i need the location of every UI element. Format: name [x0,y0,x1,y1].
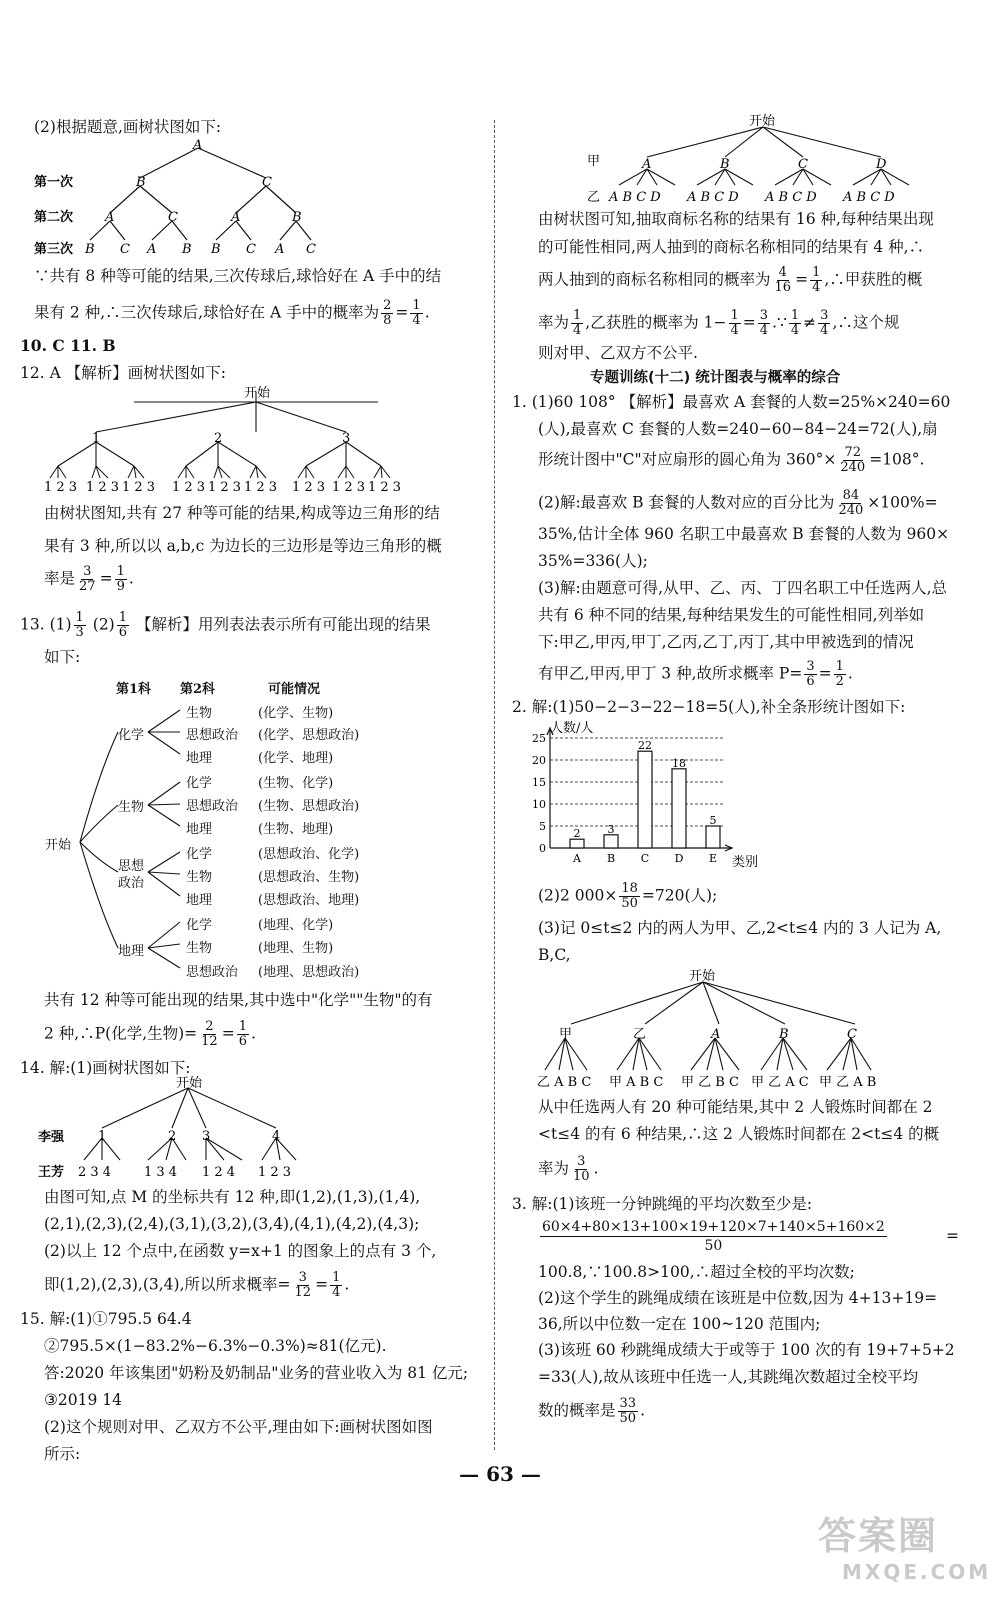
chart-ytick-label: 10 [532,798,546,811]
tree12-leaf: 1 2 3 [292,480,326,495]
p2-text: (3)记 0≤t≤2 内的两人为甲、乙,2<t≤4 内的 3 人记为 A, [538,919,942,937]
fraction: $\frac{33}{50}$ [619,1396,637,1426]
tree14-node: 4 [272,1129,281,1144]
treep2-node: 乙 [633,1027,647,1042]
chart-ytick-label: 5 [539,820,546,833]
table13-second: 地理 [186,751,213,766]
table13-first: 化学 [118,728,145,743]
q15-right-text: 两人抽到的商标名称相同的概率为 $\frac{4}{16}$ = $\frac{1}{4}$ ,∴甲获胜的概 [538,265,923,295]
tree9-level-label: 第二次 [34,210,74,225]
table13-second: 地理 [186,893,213,908]
q14-heading: 14. 解:(1)画树状图如下: [20,1059,191,1077]
p1-text: 共有 6 种不同的结果,每种结果发生的可能性相同,列举如 [538,606,925,624]
p3-text: 数的概率是 $\frac{33}{50}$ . [538,1396,645,1426]
table13-second: 思想政治 [186,965,239,980]
fraction: $\frac{1}{3}$ [75,610,84,640]
p3-text: 100.8,∵100.8>100,∴超过全校的平均次数; [538,1263,855,1281]
fraction: $\frac{2}{8}$ [383,298,392,328]
tree15-node: A [642,157,652,172]
chart-category-label: C [640,852,650,865]
tree-diagram-q12 [36,384,456,496]
p1-text: 35%=336(人); [538,552,648,570]
fraction: $\frac{2}{12}$ [201,1019,218,1049]
fraction: $\frac{1}{4}$ [730,308,739,338]
tree12-leaf: 1 2 3 [122,480,156,495]
fraction: $\frac{1}{4}$ [573,308,582,338]
q14-text: (2)以上 12 个点中,在函数 y=x+1 的图象上的点有 3 个, [44,1242,437,1260]
p1-text: 形统计图中"C"对应扇形的圆心角为 360°× $\frac{72}{240}$ =108°. [538,445,925,475]
table13-second: 生物 [186,706,213,721]
chart-ytick-label: 20 [532,754,546,767]
page-number: — 63 — [459,1462,541,1486]
q15-right-text: 由树状图可知,抽取商标名称的结果有 16 种,每种结果出现 [538,210,934,228]
fraction: $\frac{1}{6}$ [118,610,128,640]
tree14-leaf: 1 2 3 [258,1165,292,1180]
tree9-leaf: C [306,242,316,257]
fraction: $\frac{1}{4}$ [412,298,421,328]
q15-text: 所示: [44,1445,81,1463]
tree12-leaf: 1 2 3 [86,480,120,495]
fraction: $\frac{1}{2}$ [835,659,844,689]
chart-ytick-label: 25 [532,732,546,745]
treep2-leaf: 甲 乙 A C [751,1075,809,1090]
tree-diagram-p2 [535,966,895,1092]
table13-case: (思想政治、化学) [258,847,360,862]
tree9-level-label: 第一次 [34,175,74,190]
q15-text: (2)这个规则对甲、乙双方不公平,理由如下:画树状图如图 [44,1418,433,1436]
q13-text: 2 种,∴P(化学,生物)= $\frac{2}{12}$ = $\frac{1}{6}$ . [44,1019,256,1049]
fraction: $\frac{1}{4}$ [812,265,821,295]
treep2-leaf: 甲 乙 B C [681,1075,739,1090]
tree14-root: 开始 [176,1076,203,1091]
p3-text: (2)这个学生的跳绳成绩在该班是中位数,因为 4+13+19= [538,1289,938,1307]
fraction: $\frac{60\times 4+80\times 13+100\times 19+120\times 7+140\times 5+160\times 2}{50}$ [542,1219,885,1254]
tree14-leaf: 2 3 4 [78,1165,112,1180]
treep2-node: B [779,1027,789,1042]
table13-header: 第1科 [116,682,152,697]
tree15-leaf: A B C D [765,190,817,205]
tree15-row-label: 乙 [587,190,601,205]
chart-xlabel: 类别 [732,855,759,870]
tree12-leaf: 1 2 3 [172,480,206,495]
fraction: $\frac{3}{12}$ [294,1270,312,1300]
tree9-leaf: A [147,242,157,257]
p1-text: 下:甲乙,甲丙,甲丁,乙丙,乙丁,丙丁,其中甲被选到的情况 [538,633,914,651]
table13-header: 第2科 [180,682,216,697]
q9-text: 果有 2 种,∴三次传球后,球恰好在 A 手中的概率为 $\frac{2}{8}$ = $\frac{1}{4}$ . [34,298,430,328]
treep2-leaf: 甲 乙 A B [819,1075,877,1090]
tree15-leaf: A B C D [843,190,895,205]
table13-case: (地理、思想政治) [258,965,360,980]
chart-data-label: 22 [638,739,652,753]
table13-case: (化学、生物) [258,706,334,721]
tree14-node: 3 [202,1129,211,1144]
chart-bar [604,835,618,848]
chart-data-label: 18 [672,756,686,770]
treep2-leaf: 甲 A B C [609,1075,664,1090]
chart-bar [570,839,584,848]
q10-11-answers: 10. C 11. B [20,336,116,355]
tree14-leaf: 1 3 4 [144,1165,178,1180]
tree15-node: B [720,157,730,172]
tree9-node: B [292,210,302,225]
chart-ytick-label: 15 [532,776,546,789]
table13-first: 思想政治 [118,859,145,891]
treep2-node: 甲 [559,1027,573,1042]
fraction: $\frac{3}{27}$ [79,564,96,594]
tree15-root: 开始 [749,114,776,129]
table13-first: 生物 [118,800,145,815]
p3-text: 36,所以中位数一定在 100~120 范围内; [538,1315,821,1333]
table13-case: (地理、生物) [258,941,334,956]
treep2-node: C [847,1027,857,1042]
q15-right-text: 则对甲、乙双方不公平. [538,344,698,362]
fraction: $\frac{3}{10}$ [573,1154,590,1184]
tree9-leaf: B [211,242,221,257]
fraction: $\frac{4}{16}$ [774,265,792,295]
table13-start: 开始 [45,838,72,853]
tree9-leaf: B [85,242,95,257]
chart-bar [638,751,652,848]
p3-text: =33(人),故从该班中任选一人,其跳绳次数超过全校平均 [538,1368,919,1386]
q14-text: 由图可知,点 M 的坐标共有 12 种,即(1,2),(1,3),(1,4), [44,1188,421,1206]
tree9-node: C [168,210,178,225]
fraction: $\frac{3}{4}$ [820,308,829,338]
table13-second: 地理 [186,822,213,837]
fraction: $\frac{1}{9}$ [116,564,125,594]
tree9-node: A [231,210,241,225]
chart-category-label: B [606,852,616,865]
tree12-node: 3 [342,431,351,446]
q9-text: ∵共有 8 种等可能的结果,三次传球后,球恰好在 A 手中的结 [34,267,442,285]
q9-intro: (2)根据题意,画树状图如下: [34,118,222,136]
p2-text: 率为 $\frac{3}{10}$ . [538,1154,599,1184]
q13-text: 如下: [44,648,81,666]
tree9-root: A [193,138,203,153]
table13-second: 化学 [186,918,213,933]
chart-data-label: 5 [709,814,717,827]
p1-text: 有甲乙,甲丙,甲丁 3 种,故所求概率 P= $\frac{3}{6}$ = $\frac{1}{2}$ . [538,659,853,689]
tree-diagram-q15 [585,113,925,205]
q15-text: ③2019 14 [44,1391,122,1409]
chart-ylabel: 人数/人 [550,721,594,736]
table13-case: (思想政治、生物) [258,870,360,885]
section-title: 专题训练(十二) 统计图表与概率的综合 [590,370,841,386]
table13-case: (生物、地理) [258,822,334,837]
tree9-node: B [136,175,146,190]
tree14-row-label: 李强 [38,1130,65,1145]
p1-text: 35%,估计全体 960 名职工中最喜欢 B 套餐的人数为 960× [538,525,950,543]
p3-text: (3)该班 60 秒跳绳成绩大于或等于 100 次的有 19+7+5+2 [538,1341,955,1359]
chart-category-label: A [573,852,581,865]
p2-text: <t≤4 的有 6 种结果,∴这 2 人锻炼时间都在 2<t≤4 的概 [538,1125,940,1143]
q15-text: 15. 解:(1)①795.5 64.4 [20,1310,192,1328]
chart-bar [672,769,686,848]
tree15-leaf: A B C D [609,190,661,205]
tree9-level-label: 第三次 [34,242,74,257]
q13-text: 共有 12 种等可能出现的结果,其中选中"化学""生物"的有 [44,991,433,1009]
q15-text: ②795.5×(1−83.2%−6.3%−0.3%)≈81(亿元). [44,1337,387,1355]
tree12-root: 开始 [244,386,271,401]
q12-text: 果有 3 种,所以以 a,b,c 为边长的三边形是等边三角形的概 [44,537,442,555]
p2-text: B,C, [538,946,571,964]
tree12-node: 2 [214,431,223,446]
chart-data-label: 2 [573,827,581,841]
fraction: $\frac{3}{6}$ [806,659,815,689]
table13-second: 生物 [186,870,213,885]
treep2-leaf: 乙 A B C [537,1075,592,1090]
tree9-node: A [105,210,115,225]
chart-category-label: E [708,852,718,865]
p1-text: (3)解:由题意可得,从甲、乙、丙、丁四名职工中任选两人,总 [538,579,948,597]
table13-case: (思想政治、地理) [258,893,360,908]
treep2-root: 开始 [689,969,716,984]
chart-ytick-label: 0 [539,842,546,855]
q12-text: 率是 $\frac{3}{27}$ = $\frac{1}{9}$ . [44,564,134,594]
tree12-leaf: 1 2 3 [208,480,242,495]
tree14-row-label: 王芳 [38,1165,65,1180]
tree12-leaf: 1 2 3 [244,480,278,495]
tree12-leaf: 1 2 3 [332,480,366,495]
chart-bar [706,826,720,848]
tree15-leaf: A B C D [687,190,739,205]
tree12-leaf: 1 2 3 [368,480,402,495]
tree12-node: 1 [92,431,101,446]
q12-text: 由树状图知,共有 27 种等可能的结果,构成等边三角形的结 [44,504,440,522]
q15-right-text: 率为 $\frac{1}{4}$ ,乙获胜的概率为 1− $\frac{1}{4}$ = $\frac{3}{4}$ .∵ $\frac{1}{4}$ ≠ $\frac{3}{4}$ ,∴这个规 [538,308,900,338]
q14-text: (2,1),(2,3),(2,4),(3,1),(3,2),(3,4),(4,1),(4,2),(4,3); [44,1215,420,1233]
table13-case: (生物、化学) [258,776,334,791]
p1-text: 1. (1)60 108° 【解析】最喜欢 A 套餐的人数=25%×240=60 [512,393,951,411]
p1-text: (2)解:最喜欢 B 套餐的人数对应的百分比为 $\frac{84}{240}$ ×100%= [538,488,938,518]
fraction: $\frac{3}{4}$ [759,308,769,338]
q15-right-text: 的可能性相同,两人抽到的商标名称相同的结果有 4 种,∴ [538,238,925,256]
p1-text: (人),最喜欢 C 套餐的人数=240−60−84−24=72(人),扇 [538,420,938,438]
tree9-leaf: C [120,242,130,257]
tree14-node: 2 [168,1129,177,1144]
watermark-logo: 答案圈 MXQE.COM [818,1514,992,1584]
tree14-leaf: 1 2 4 [202,1165,236,1180]
table13-second: 思想政治 [186,799,239,814]
p2-text: 从中任选两人有 20 种可能结果,其中 2 人锻炼时间都在 2 [538,1098,933,1116]
fraction: $\frac{18}{50}$ [621,881,638,911]
bar-chart [520,716,790,874]
tree12-leaf: 1 2 3 [44,480,78,495]
fraction: $\frac{1}{6}$ [238,1019,247,1049]
table13-case: (生物、思想政治) [258,799,360,814]
table13-case: (化学、思想政治) [258,728,360,743]
chart-category-label: D [674,852,684,865]
column-divider [494,120,495,1450]
p2-text: (2)2 000× $\frac{18}{50}$ =720(人); [538,881,718,911]
table13-second: 化学 [186,776,213,791]
p3-mean-formula [538,1218,889,1255]
fraction: $\frac{72}{240}$ [840,445,866,475]
q13-heading: 13. (1) $\frac{1}{3}$ (2) $\frac{1}{6}$ 【解析】用列表法表示所有可能出现的结果 [20,610,431,640]
fraction: $\frac{1}{4}$ [790,308,800,338]
chart-data-label: 3 [607,822,615,836]
tree-diagram-q9 [30,138,330,263]
tree-diagram-q14 [36,1076,356,1186]
tree9-node: C [262,175,272,190]
fraction: $\frac{84}{240}$ [838,488,864,518]
tree9-leaf: C [246,242,256,257]
tree15-node: C [798,157,808,172]
tree9-leaf: B [182,242,192,257]
tree9-leaf: A [275,242,285,257]
fraction: $\frac{1}{4}$ [332,1270,341,1300]
q14-text: 即(1,2),(2,3),(3,4),所以所求概率= $\frac{3}{12}$ = $\frac{1}{4}$ . [44,1270,350,1300]
p2-text: 2. 解:(1)50−2−3−22−18=5(人),补全条形统计图如下: [512,698,906,716]
tree14-node: 1 [98,1129,107,1144]
treep2-node: A [711,1027,721,1042]
q15-text: 答:2020 年该集团"奶粉及奶制品"业务的营业收入为 81 亿元; [44,1364,469,1382]
tree15-node: D [876,157,887,172]
table13-second: 思想政治 [186,728,239,743]
q12-heading: 12. A 【解析】画树状图如下: [20,364,226,382]
table13-case: (化学、地理) [258,751,334,766]
p3-text: 3. 解:(1)该班一分钟跳绳的平均次数至少是: [512,1195,813,1213]
table13-second: 生物 [186,941,213,956]
table13-second: 化学 [186,847,213,862]
table13-case: (地理、化学) [258,918,334,933]
table13-header: 可能情况 [268,682,321,697]
tree15-row-label: 甲 [587,154,601,169]
table13-first: 地理 [118,944,145,959]
equals-sign: = [946,1227,959,1245]
